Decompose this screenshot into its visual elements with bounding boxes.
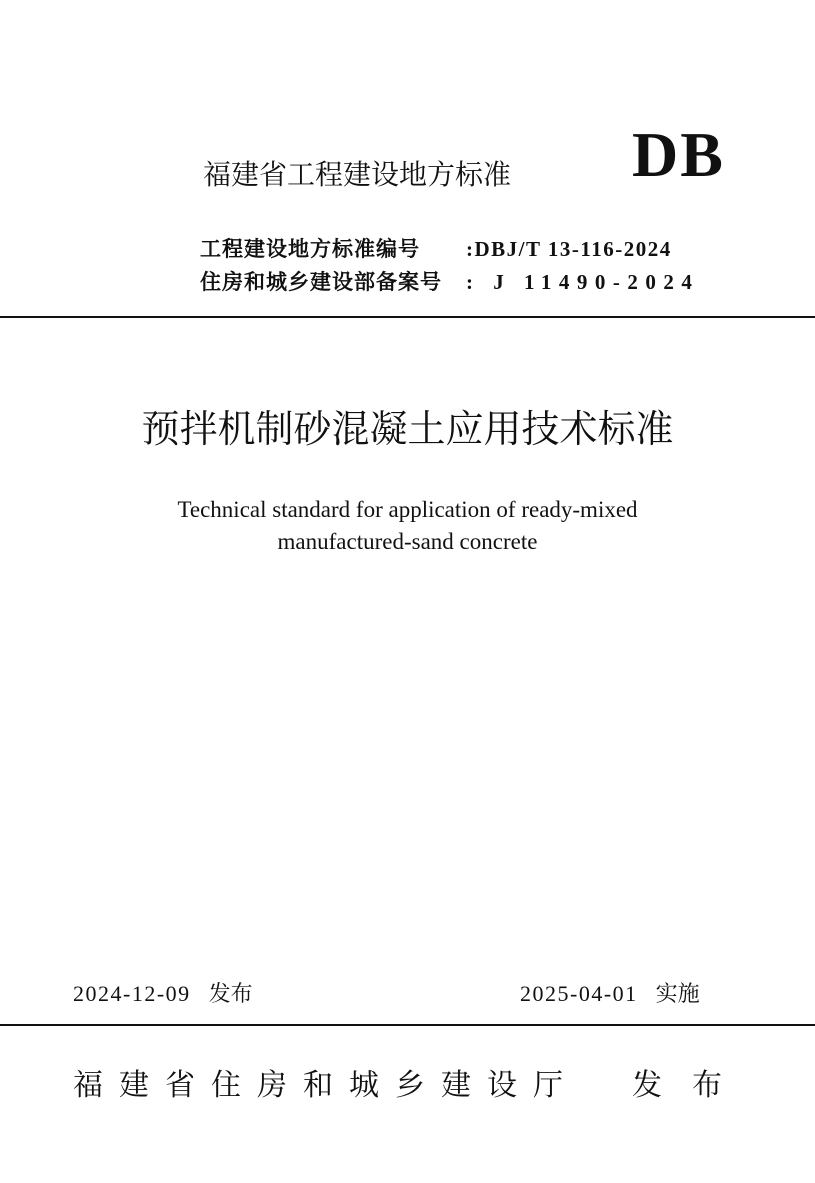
standard-number-value: :DBJ/T 13-116-2024 xyxy=(466,237,672,261)
bottom-divider xyxy=(0,1024,815,1026)
top-divider xyxy=(0,316,815,318)
standard-number-row xyxy=(200,233,672,263)
document-title-chinese: 预拌机制砂混凝土应用技术标准 xyxy=(141,407,674,451)
issue-date-row xyxy=(73,977,253,1008)
db-mark: DB xyxy=(632,119,725,190)
standard-number-label: 工程建设地方标准编号 xyxy=(200,237,420,261)
effective-date: 2025-04-01 xyxy=(520,981,638,1006)
issuing-verb: 发布 xyxy=(632,1068,752,1103)
effective-label: 实施 xyxy=(655,982,700,1007)
issue-label: 发布 xyxy=(208,982,253,1007)
english-title-line-1: Technical standard for application of ready-mixed xyxy=(177,497,638,522)
issuing-authority: 福建省住房和城乡建设厅 xyxy=(73,1068,579,1103)
standard-category: 福建省工程建设地方标准 xyxy=(203,158,512,191)
effective-date-row xyxy=(520,977,700,1008)
english-title-line-2: manufactured-sand concrete xyxy=(277,529,538,554)
record-number-value: : J 11490-2024 xyxy=(466,270,700,294)
document-title-english xyxy=(0,494,815,558)
record-number-row xyxy=(200,266,699,296)
record-number-label: 住房和城乡建设部备案号 xyxy=(200,270,442,294)
issue-date: 2024-12-09 xyxy=(73,981,191,1006)
